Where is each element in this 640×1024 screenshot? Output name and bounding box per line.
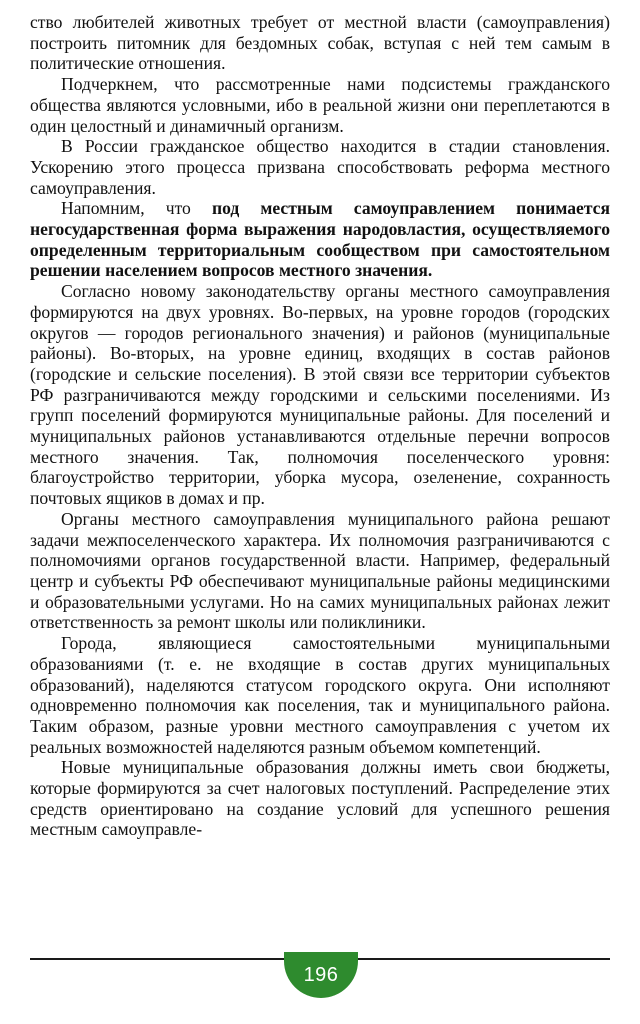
- paragraph: [30, 74, 610, 136]
- bold-definition-text: под местным самоуправлением понимается негосударственная форма выражения народовластия, осуществляемого определенным территориальным сообществом при самостоятельном решении населением вопросов местного значения.: [30, 198, 611, 281]
- paragraph: [30, 136, 610, 198]
- paragraph: [30, 12, 610, 74]
- paragraph: [30, 281, 610, 509]
- paragraph-text: В России гражданское общество находится в стадии становления. Ускорению этого процесса призвана способствовать реформа местного самоуправления.: [30, 136, 610, 198]
- paragraph-text: Подчеркнем, что рассмотренные нами подсистемы гражданского общества являются условными, ибо в реальной жизни они переплетаются в один целостный и динамичный организм.: [30, 74, 610, 136]
- paragraph-text: Напомним, что: [61, 198, 212, 219]
- paragraph: [30, 757, 610, 840]
- paragraph-text: Города, являющиеся самостоятельными муниципальными образованиями (т. е. не входящие в состав других муниципальных образований), наделяются статусом городского округа. Они исполняют одновременно полномочия как поселения, так и муниципального района. Таким образом, разные уровни местного самоуправления с учетом их реальных возможностей наделяются разным объемом компетенций.: [30, 633, 610, 757]
- paragraph-text: Новые муниципальные образования должны иметь свои бюджеты, которые формируются за счет налоговых поступлений. Распределение этих средств ориентировано на создание условий для успешного решения местным самоуправле-: [30, 757, 610, 840]
- paragraph-text: ство любителей животных требует от местной власти (самоуправления) построить питомник для бездомных собак, вступая с ней тем самым в политические отношения.: [30, 12, 610, 74]
- paragraph-text: Органы местного самоуправления муниципального района решают задачи межпоселенческого характера. Их полномочия разграничиваются с полномочиями органов государственной власти. Например, федеральный центр и субъекты РФ обеспечивают муниципальные районы медицинскими и образовательными услугами. Но на самих муниципальных районах лежит ответственность за ремонт школы или поликлиники.: [30, 508, 610, 633]
- page-number-badge: [284, 952, 358, 998]
- paragraph-text: Согласно новому законодательству органы местного самоуправления формируются на двух уровнях. Во-первых, на уровне городов (городских округов — городов регионального значения) и районов (муниципальные районы). Во-вторых, на уровне единиц, входящих в состав районов (городские и сельские поселения). В этой связи все территории субъектов РФ разграничиваются между городскими и сельскими поселениями. Из групп поселений формируются муниципальные районы. Для поселений и муниципальных районов устанавливаются отдельные перечни вопросов местного значения. Так, полномочия поселенческого уровня: благоустройство территории, уборка мусора, озеленение, сохранность почтовых ящиков в домах и пр.: [30, 281, 610, 509]
- paragraph: [30, 198, 610, 281]
- paragraph: [30, 509, 610, 633]
- paragraph: [30, 633, 610, 757]
- page-number: 196: [303, 963, 339, 986]
- body-text: [30, 12, 610, 840]
